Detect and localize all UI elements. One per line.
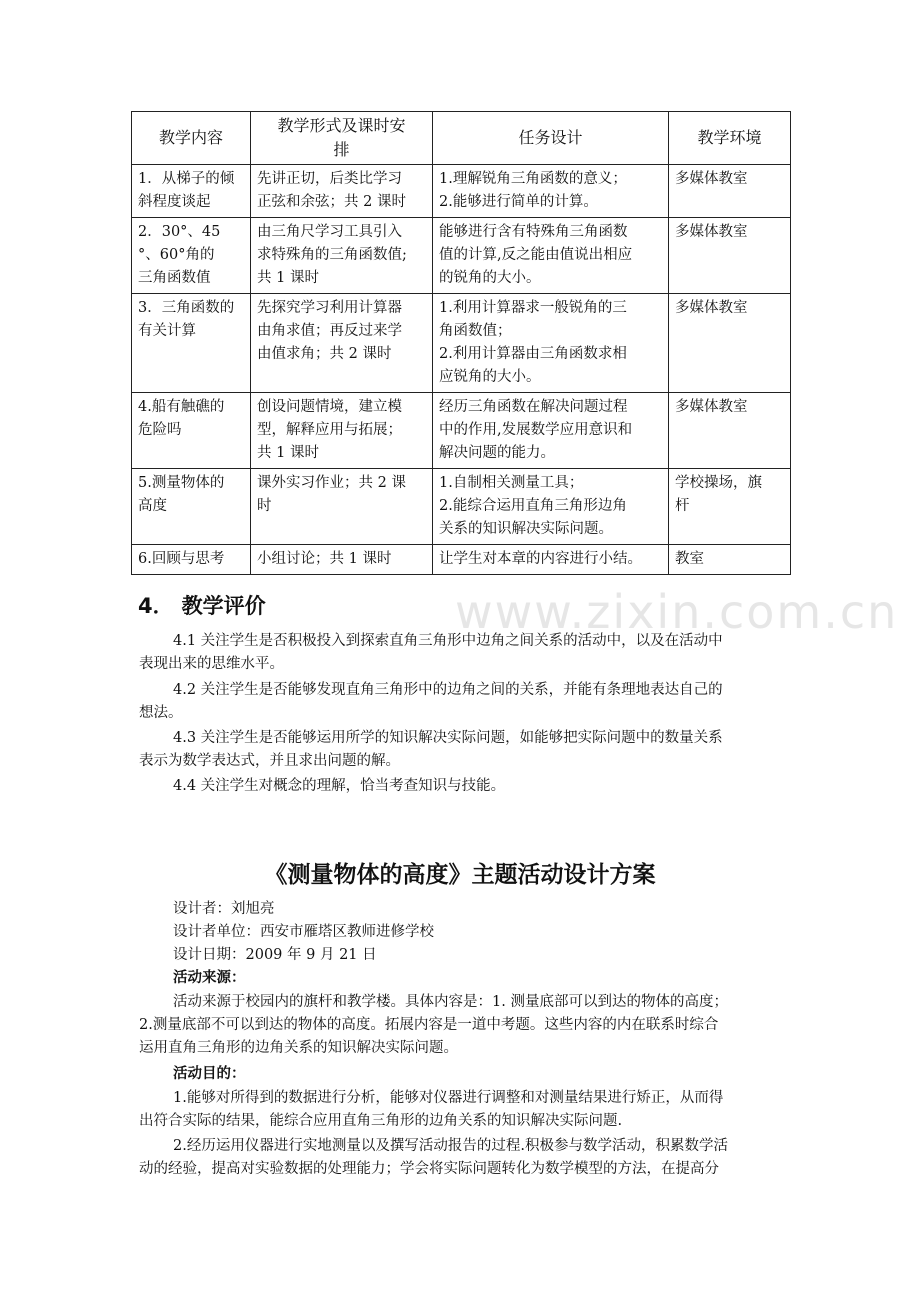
cell-content: 4.船有触礁的 危险吗 [132,393,251,469]
cell-form: 由三角尺学习工具引入 求特殊角的三角函数值; 共 1 课时 [251,218,433,294]
header-content: 教学内容 [132,112,251,165]
header-form: 教学形式及课时安 排 [251,112,433,165]
section-heading [138,590,274,620]
purpose-item: 2.经历运用仪器进行实地测量以及撰写活动报告的过程.积极参与数学活动，积累数学活 动的经验，提高对实验数据的处理能力；学会将实际问题转化为数学模型的方法，在提高分 [139,1138,728,1177]
cell-task: 经历三角函数在解决问题过程 中的作用,发展数学应用意识和 解决问题的能力。 [433,393,669,469]
table-header-row [132,112,791,165]
cell-task: 1.自制相关测量工具； 2.能综合运用直角三角形边角 关系的知识解决实际问题。 [433,469,669,545]
table-row [132,294,791,393]
cell-env: 学校操场，旗 杆 [669,469,791,545]
evaluation-item: 4.3 关注学生是否能够运用所学的知识解决实际问题，如能够把实际问题中的数量关系 表示为数学表达式，并且求出问题的解。 [139,730,723,769]
cell-form: 课外实习作业；共 2 课 时 [251,469,433,545]
cell-env: 教室 [669,545,791,575]
purpose-label: 活动目的： [173,1066,246,1082]
cell-form: 小组讨论；共 1 课时 [251,545,433,575]
cell-form: 先探究学习利用计算器 由角求值；再反过来学 由值求角；共 2 课时 [251,294,433,393]
section-number: 4． [138,594,174,618]
evaluation-item: 4.1 关注学生是否积极投入到探索直角三角形中边角之间关系的活动中，以及在活动中 表现出来的思维水平。 [139,633,723,672]
table-row [132,165,791,218]
cell-content: 3．三角函数的 有关计算 [132,294,251,393]
cell-content: 5.测量物体的 高度 [132,469,251,545]
teaching-plan-table [131,111,791,575]
header-env: 教学环境 [669,112,791,165]
cell-form: 创设问题情境，建立模 型，解释应用与拓展； 共 1 课时 [251,393,433,469]
watermark: www.zixin.com.cn [455,585,899,639]
cell-env: 多媒体教室 [669,218,791,294]
section-title: 教学评价 [181,594,266,618]
evaluation-item: 4.4 关注学生对概念的理解，恰当考查知识与技能。 [173,778,506,794]
table-row [132,469,791,545]
cell-env: 多媒体教室 [669,393,791,469]
designer: 设计者：刘旭亮 [173,901,275,917]
table-row [132,218,791,294]
cell-env: 多媒体教室 [669,294,791,393]
designer-unit: 设计者单位：西安市雁塔区教师进修学校 [173,924,434,940]
document-title: 《测量物体的高度》主题活动设计方案 [264,862,656,888]
source-text: 活动来源于校园内的旗杆和教学楼。具体内容是：1. 测量底部可以到达的物体的高度； 2.测量底部不可以到达的物体的高度。拓展内容是一道中考题。这些内容的内在联系时综合 运用直角三角形的边角关系的知识解决实际问题。 [139,994,728,1056]
cell-content: 6.回顾与思考 [132,545,251,575]
evaluation-item: 4.2 关注学生是否能够发现直角三角形中的边角之间的关系，并能有条理地表达自己的 想法。 [139,682,723,721]
cell-task: 能够进行含有特殊角三角函数 值的计算,反之能由值说出相应 的锐角的大小。 [433,218,669,294]
cell-task: 让学生对本章的内容进行小结。 [433,545,669,575]
table-row [132,393,791,469]
table-row [132,545,791,575]
header-task: 任务设计 [433,112,669,165]
purpose-item: 1.能够对所得到的数据进行分析，能够对仪器进行调整和对测量结果进行矫正，从而得 出符合实际的结果，能综合应用直角三角形的边角关系的知识解决实际问题. [139,1090,724,1129]
cell-task: 1.理解锐角三角函数的意义； 2.能够进行简单的计算。 [433,165,669,218]
design-date: 设计日期：2009 年 9 月 21 日 [173,947,377,963]
cell-content: 2．30°、45 °、60°角的 三角函数值 [132,218,251,294]
cell-env: 多媒体教室 [669,165,791,218]
source-label: 活动来源： [173,970,246,986]
cell-form: 先讲正切，后类比学习 正弦和余弦；共 2 课时 [251,165,433,218]
cell-content: 1．从梯子的倾 斜程度谈起 [132,165,251,218]
cell-task: 1.利用计算器求一般锐角的三 角函数值； 2.利用计算器由三角函数求相 应锐角的大小。 [433,294,669,393]
